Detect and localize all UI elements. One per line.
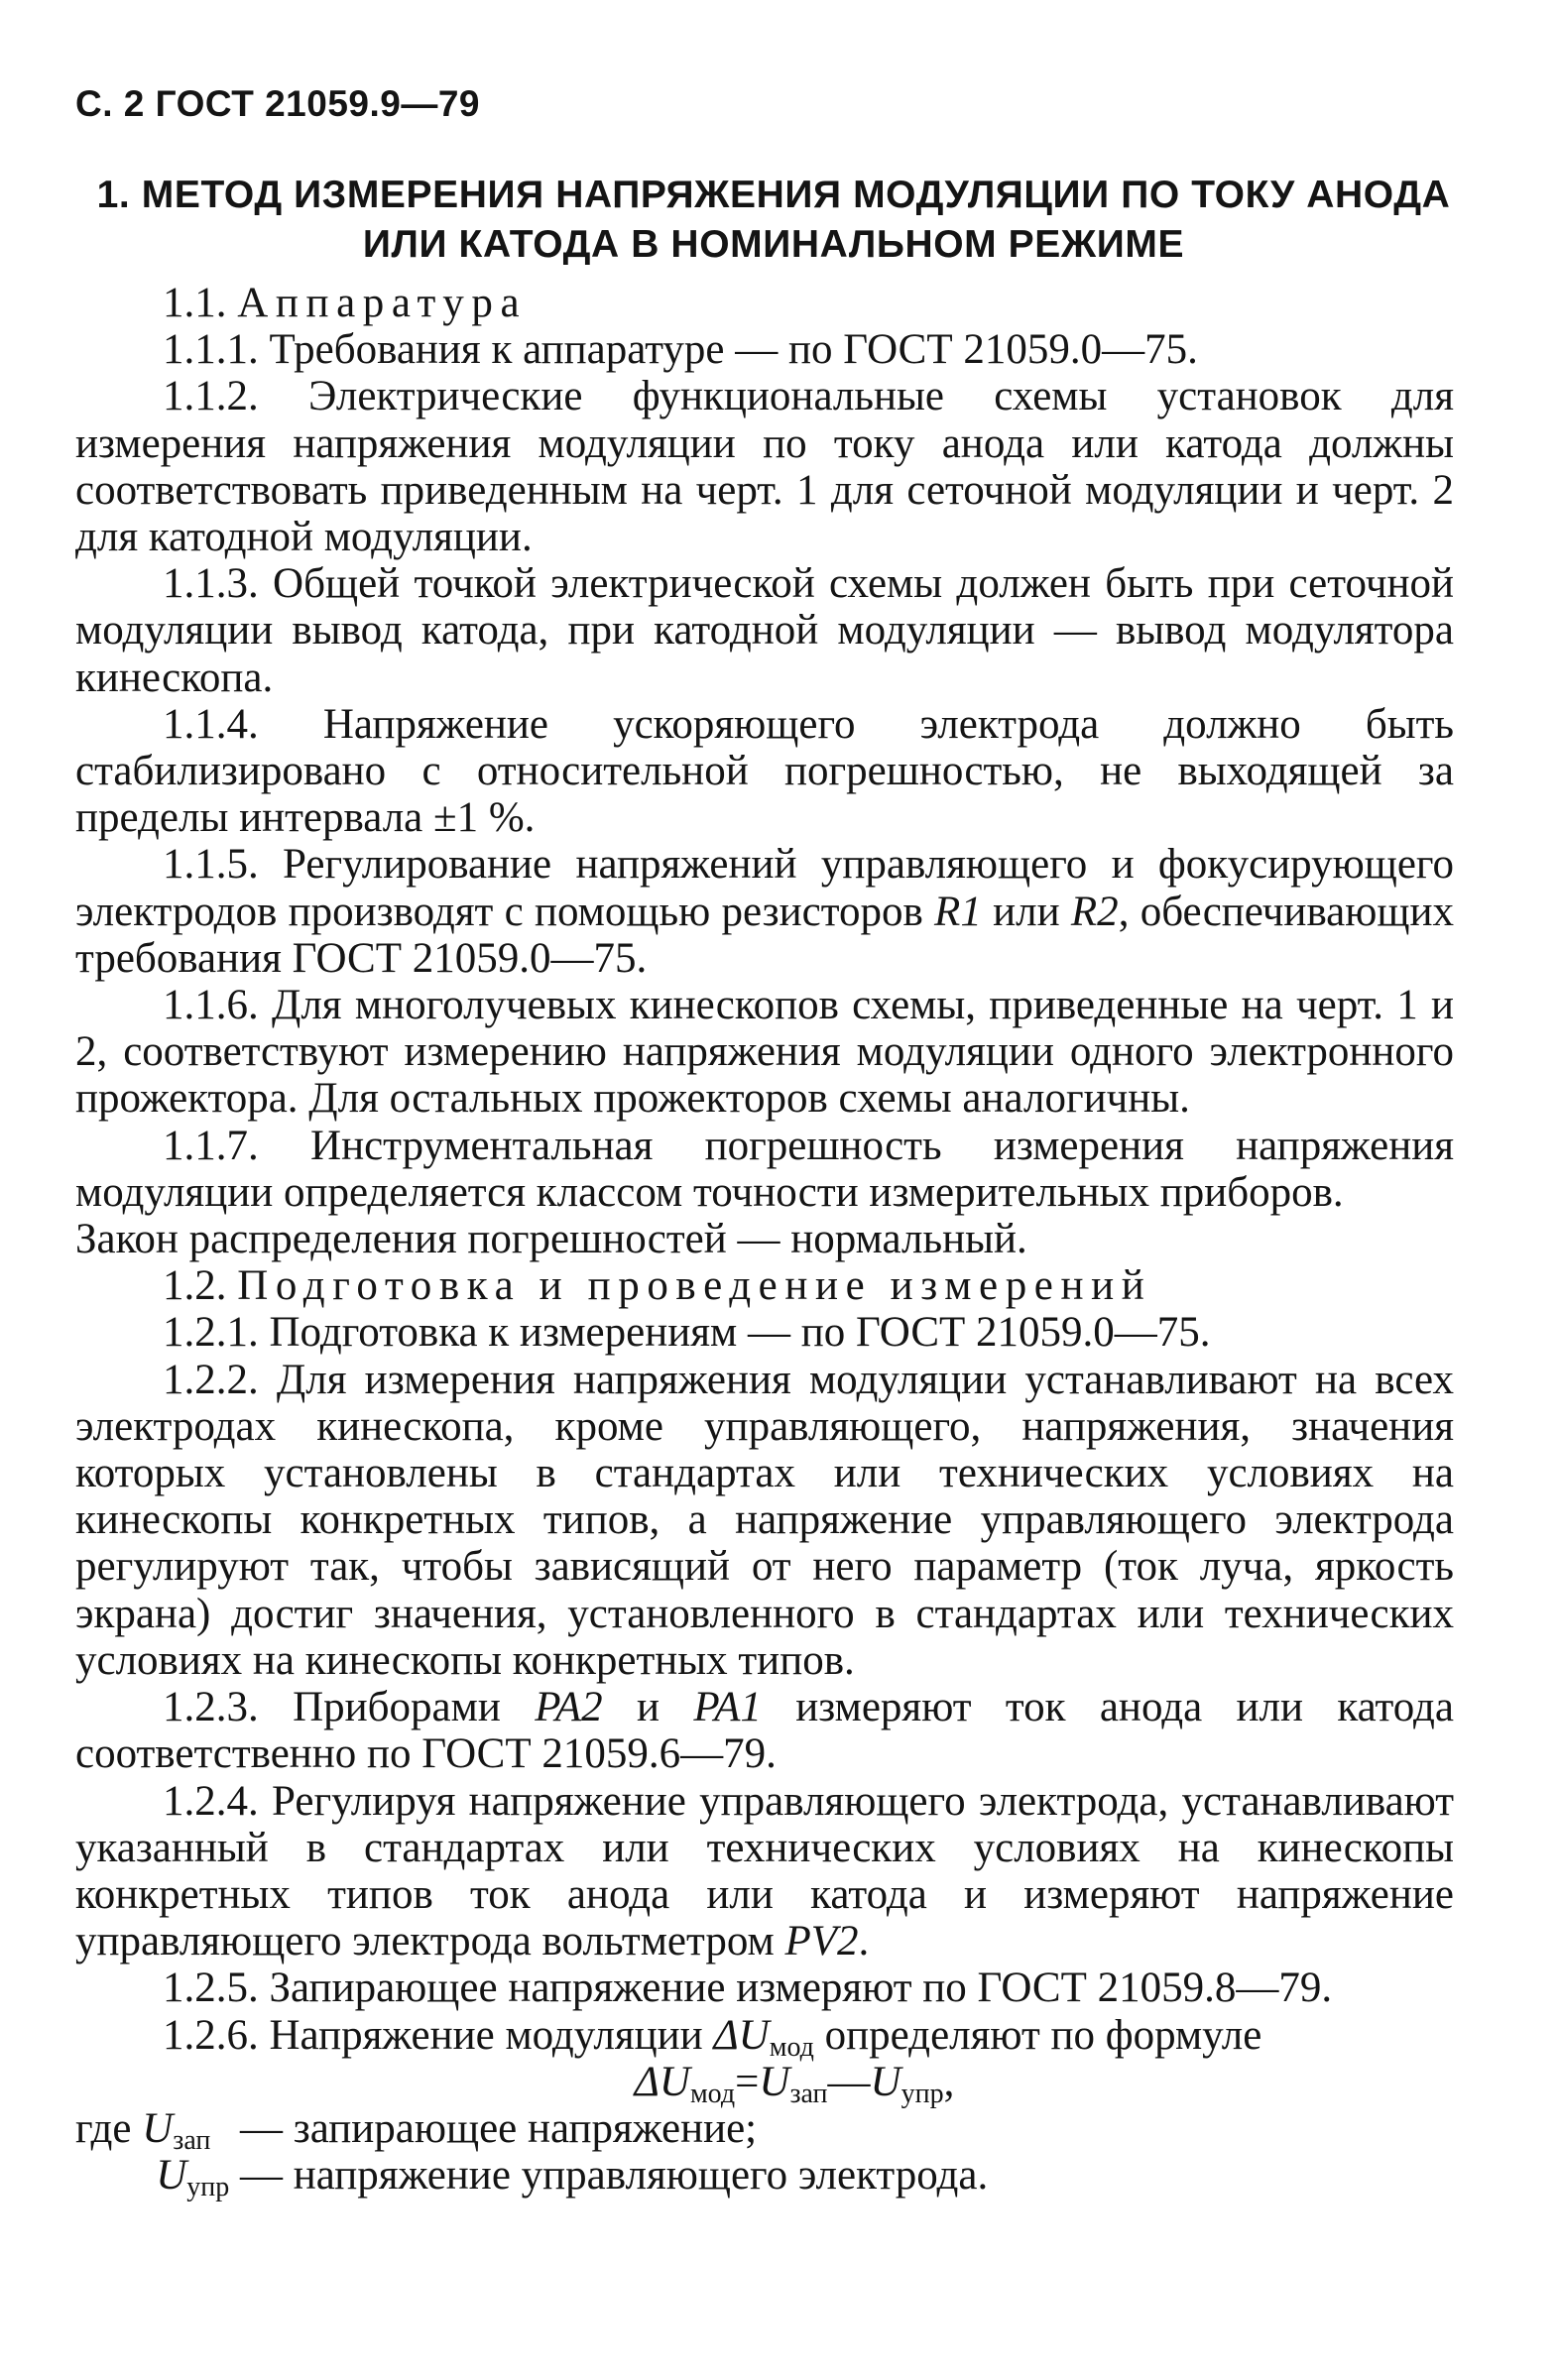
legend-row-control [75,2152,1454,2203]
legend-symbol-subscript: упр [186,2172,230,2203]
paragraph-1-1-5 [75,841,1454,982]
formula-equals: = [735,2058,760,2105]
paragraph-text: определяют по формуле [824,2011,1262,2059]
paragraph-text: измеряют ток анода или катода соответственно по ГОСТ 21059.6—79. [75,1684,1454,1778]
ammeter-pa2-label: PA2 [535,1684,603,1731]
section-title-line-2: ИЛИ КАТОДА В НОМИНАЛЬНОМ РЕЖИМЕ [362,223,1185,266]
paragraph-text: или [993,888,1060,935]
legend-symbol: U [142,2104,174,2152]
legend-where-word [75,2104,240,2156]
legend-symbol: U [156,2152,187,2200]
subsection-heading-1-2 [75,1262,1454,1309]
paragraph-1-1-6: 1.1.6. Для многолучевых кинескопов схемы, приведенные на черт. 1 и 2, соответствуют измерению напряжения модуляции одного электронного прожектора. Для остальных прожекторов схемы аналогичны. [75,982,1454,1123]
paragraph-1-1-3: 1.1.3. Общей точкой электрической схемы должен быть при сеточной модуляции вывод катода, при катодной модуляции — вывод модулятора кинескопа. [75,560,1454,701]
paragraph-text: 1.2.6. Напряжение модуляции [163,2011,703,2059]
paragraph-1-1-2: 1.1.2. Электрические функциональные схемы установок для измерения напряжения модуляции по току анода или катода должны соответствовать приведенным на черт. 1 для сеточной модуляции и черт. 2 для катодной модуляции. [75,373,1454,561]
modulation-formula [75,2058,1454,2109]
legend-symbol-subscript: зап [173,2124,211,2156]
legend-symbol-cell [75,2152,240,2203]
subsection-heading-1-1 [75,280,1454,326]
paragraph-1-2-2: 1.2.2. Для измерения напряжения модуляции устанавливают на всех электродах кинескопа, кроме управляющего, напряжения, значения которых установлены в стандартах или технических условиях на кинескопы конкретных типов, а напряжение управляющего электрода регулируют так, чтобы зависящий от него параметр (ток луча, яркость экрана) достиг значения, установленного в стандартах или технических условиях на кинескопы конкретных типов. [75,1356,1454,1684]
resistor-r2-label: R2 [1070,888,1119,935]
section-title [60,171,1488,270]
paragraph-1-2-6 [75,2011,1454,2063]
where-word: где [75,2104,132,2152]
paragraph-1-2-4 [75,1778,1454,1965]
section-title-line-1: 1. МЕТОД ИЗМЕРЕНИЯ НАПРЯЖЕНИЯ МОДУЛЯЦИИ ПО ТОКУ АНОДА [96,174,1451,216]
paragraph-text: , обеспечивающих требования ГОСТ 21059.0—75. [75,888,1455,982]
subsection-number: 1.2. [163,1262,227,1310]
formula-lhs-subscript: мод [689,2078,736,2109]
subsection-title: Подготовка и проведение измерений [237,1262,1152,1310]
modulation-voltage-symbol: ΔU [713,2011,770,2059]
legend-row-cutoff [75,2104,1454,2156]
formula-comma: , [943,2058,955,2105]
paragraph-error-law: Закон распределения погрешностей — нормальный. [75,1216,1027,1263]
formula-u-control-subscript: упр [900,2078,944,2109]
voltmeter-pv2-label: PV2 [784,1918,859,1965]
paragraph-1-1-7: 1.1.7. Инструментальная погрешность измерения напряжения модуляции определяется классом точности измерительных приборов. [75,1122,1454,1216]
page-header: С. 2 ГОСТ 21059.9—79 [75,83,480,124]
paragraph-1-2-1: 1.2.1. Подготовка к измерениям — по ГОСТ 21059.0—75. [163,1309,1211,1357]
symbol-subscript: мод [769,2031,814,2063]
paragraph-text: 1.1.5. Регулирование напряжений управляющего и фокусирующего электродов производят с помощью резисторов [75,841,1454,935]
formula-minus: — [827,2058,871,2105]
paragraph-1-2-3 [75,1684,1454,1777]
legend-description: — запирающее напряжение; [240,2104,758,2152]
paragraph-1-2-5: 1.2.5. Запирающее напряжение измеряют по ГОСТ 21059.8—79. [163,1964,1333,2012]
subsection-number: 1.1. [163,280,227,326]
paragraph-text: . [858,1918,870,1965]
formula-lhs: ΔU [634,2058,690,2105]
legend-description: — напряжение управляющего электрода. [240,2152,989,2200]
formula-u-control: U [870,2058,901,2105]
paragraph-text: и [637,1684,660,1731]
paragraph-1-1-1: 1.1.1. Требования к аппаратуре — по ГОСТ 21059.0—75. [163,326,1198,374]
formula-u-cutoff: U [759,2058,790,2105]
paragraph-1-1-4: 1.1.4. Напряжение ускоряющего электрода должно быть стабилизировано с относительной погрешностью, не выходящей за пределы интервала ±1 %. [75,700,1454,842]
ammeter-pa1-label: PA1 [693,1684,762,1731]
resistor-r1-label: R1 [934,888,982,935]
document-body [75,280,1455,2203]
formula-u-cutoff-subscript: зап [789,2078,828,2109]
subsection-title: Аппаратура [237,280,528,326]
paragraph-text: 1.2.4. Регулируя напряжение управляющего электрода, устанавливают указанный в стандартах или технических условиях на кинескопы конкретных типов ток анода или катода и измеряют напряжение управляющего электрода вольтметром [75,1777,1454,1965]
paragraph-text: 1.2.3. Приборами [163,1684,501,1731]
